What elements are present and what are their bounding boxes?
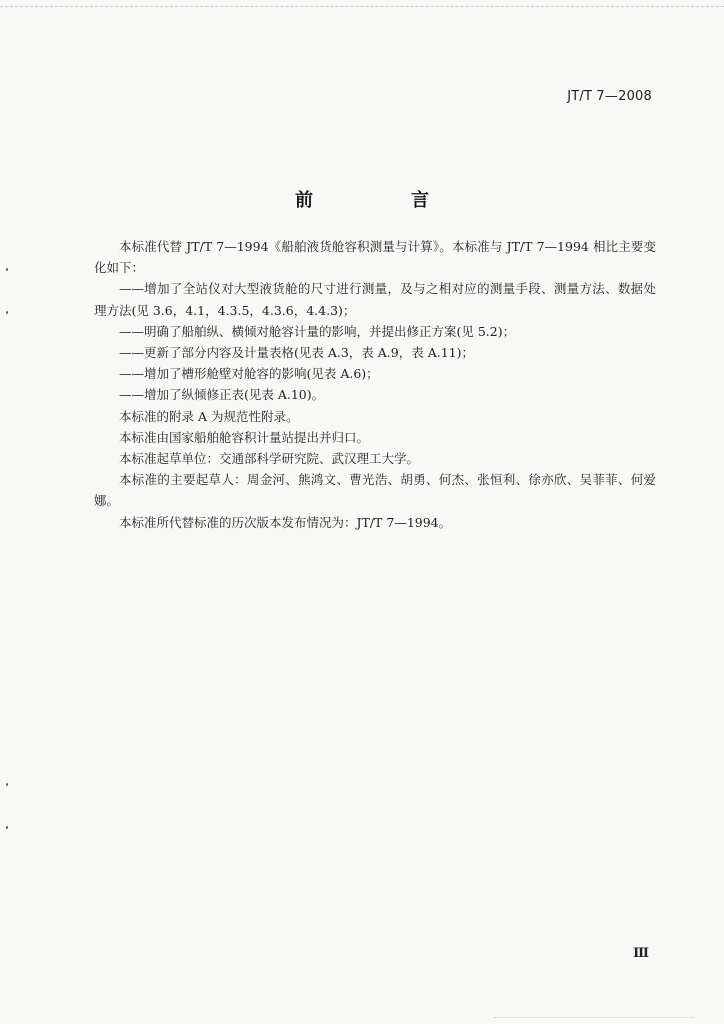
paragraph-change-5: ——增加了纵倾修正表(见表 A.10)。 bbox=[119, 387, 325, 403]
paragraph-change-1: ——增加了全站仪对大型液货舱的尺寸进行测量，及与之相对应的测量手段、测量方法、数据处理方法(见 3.6，4.1，4.3.5，4.3.6，4.4.3)； bbox=[94, 281, 656, 318]
document-code: JT/T 7—2008 bbox=[567, 89, 652, 104]
paragraph-intro: 本标准代替 JT/T 7—1994《船舶液货舱容积测量与计算》。本标准与 JT/T 7—1994 相比主要变化如下： bbox=[94, 239, 656, 276]
scan-speck bbox=[6, 783, 8, 786]
bottom-edge-line bbox=[494, 1017, 694, 1018]
paragraph-proposer: 本标准由国家船舶舱容积计量站提出并归口。 bbox=[119, 429, 370, 445]
paragraph-history: 本标准所代替标准的历次版本发布情况为：JT/T 7—1994。 bbox=[119, 514, 452, 530]
scan-speck bbox=[6, 826, 8, 829]
scan-speck bbox=[6, 268, 8, 271]
paragraph-appendix: 本标准的附录 A 为规范性附录。 bbox=[119, 408, 299, 424]
paragraph-change-3: ——更新了部分内容及计量表格(见表 A.3，表 A.9，表 A.11)； bbox=[119, 345, 474, 361]
scan-speck bbox=[6, 311, 8, 314]
page-number: Ⅲ bbox=[633, 946, 649, 961]
paragraph-drafters: 本标准的主要起草人：周金河、熊鸿文、曹光浩、胡勇、何杰、张恒利、徐亦欣、吴菲菲、何爱娜。 bbox=[94, 472, 656, 509]
page-title: 前 言 bbox=[295, 190, 469, 211]
paragraph-change-2: ——明确了船舶纵、横倾对舱容计量的影响，并提出修正方案(见 5.2)； bbox=[119, 323, 516, 339]
paragraph-drafting-units: 本标准起草单位：交通部科学研究院、武汉理工大学。 bbox=[119, 451, 420, 467]
paragraph-change-4: ——增加了槽形舱壁对舱容的影响(见表 A.6)； bbox=[119, 366, 379, 382]
preface-body bbox=[94, 236, 656, 533]
top-edge-line bbox=[0, 6, 724, 7]
